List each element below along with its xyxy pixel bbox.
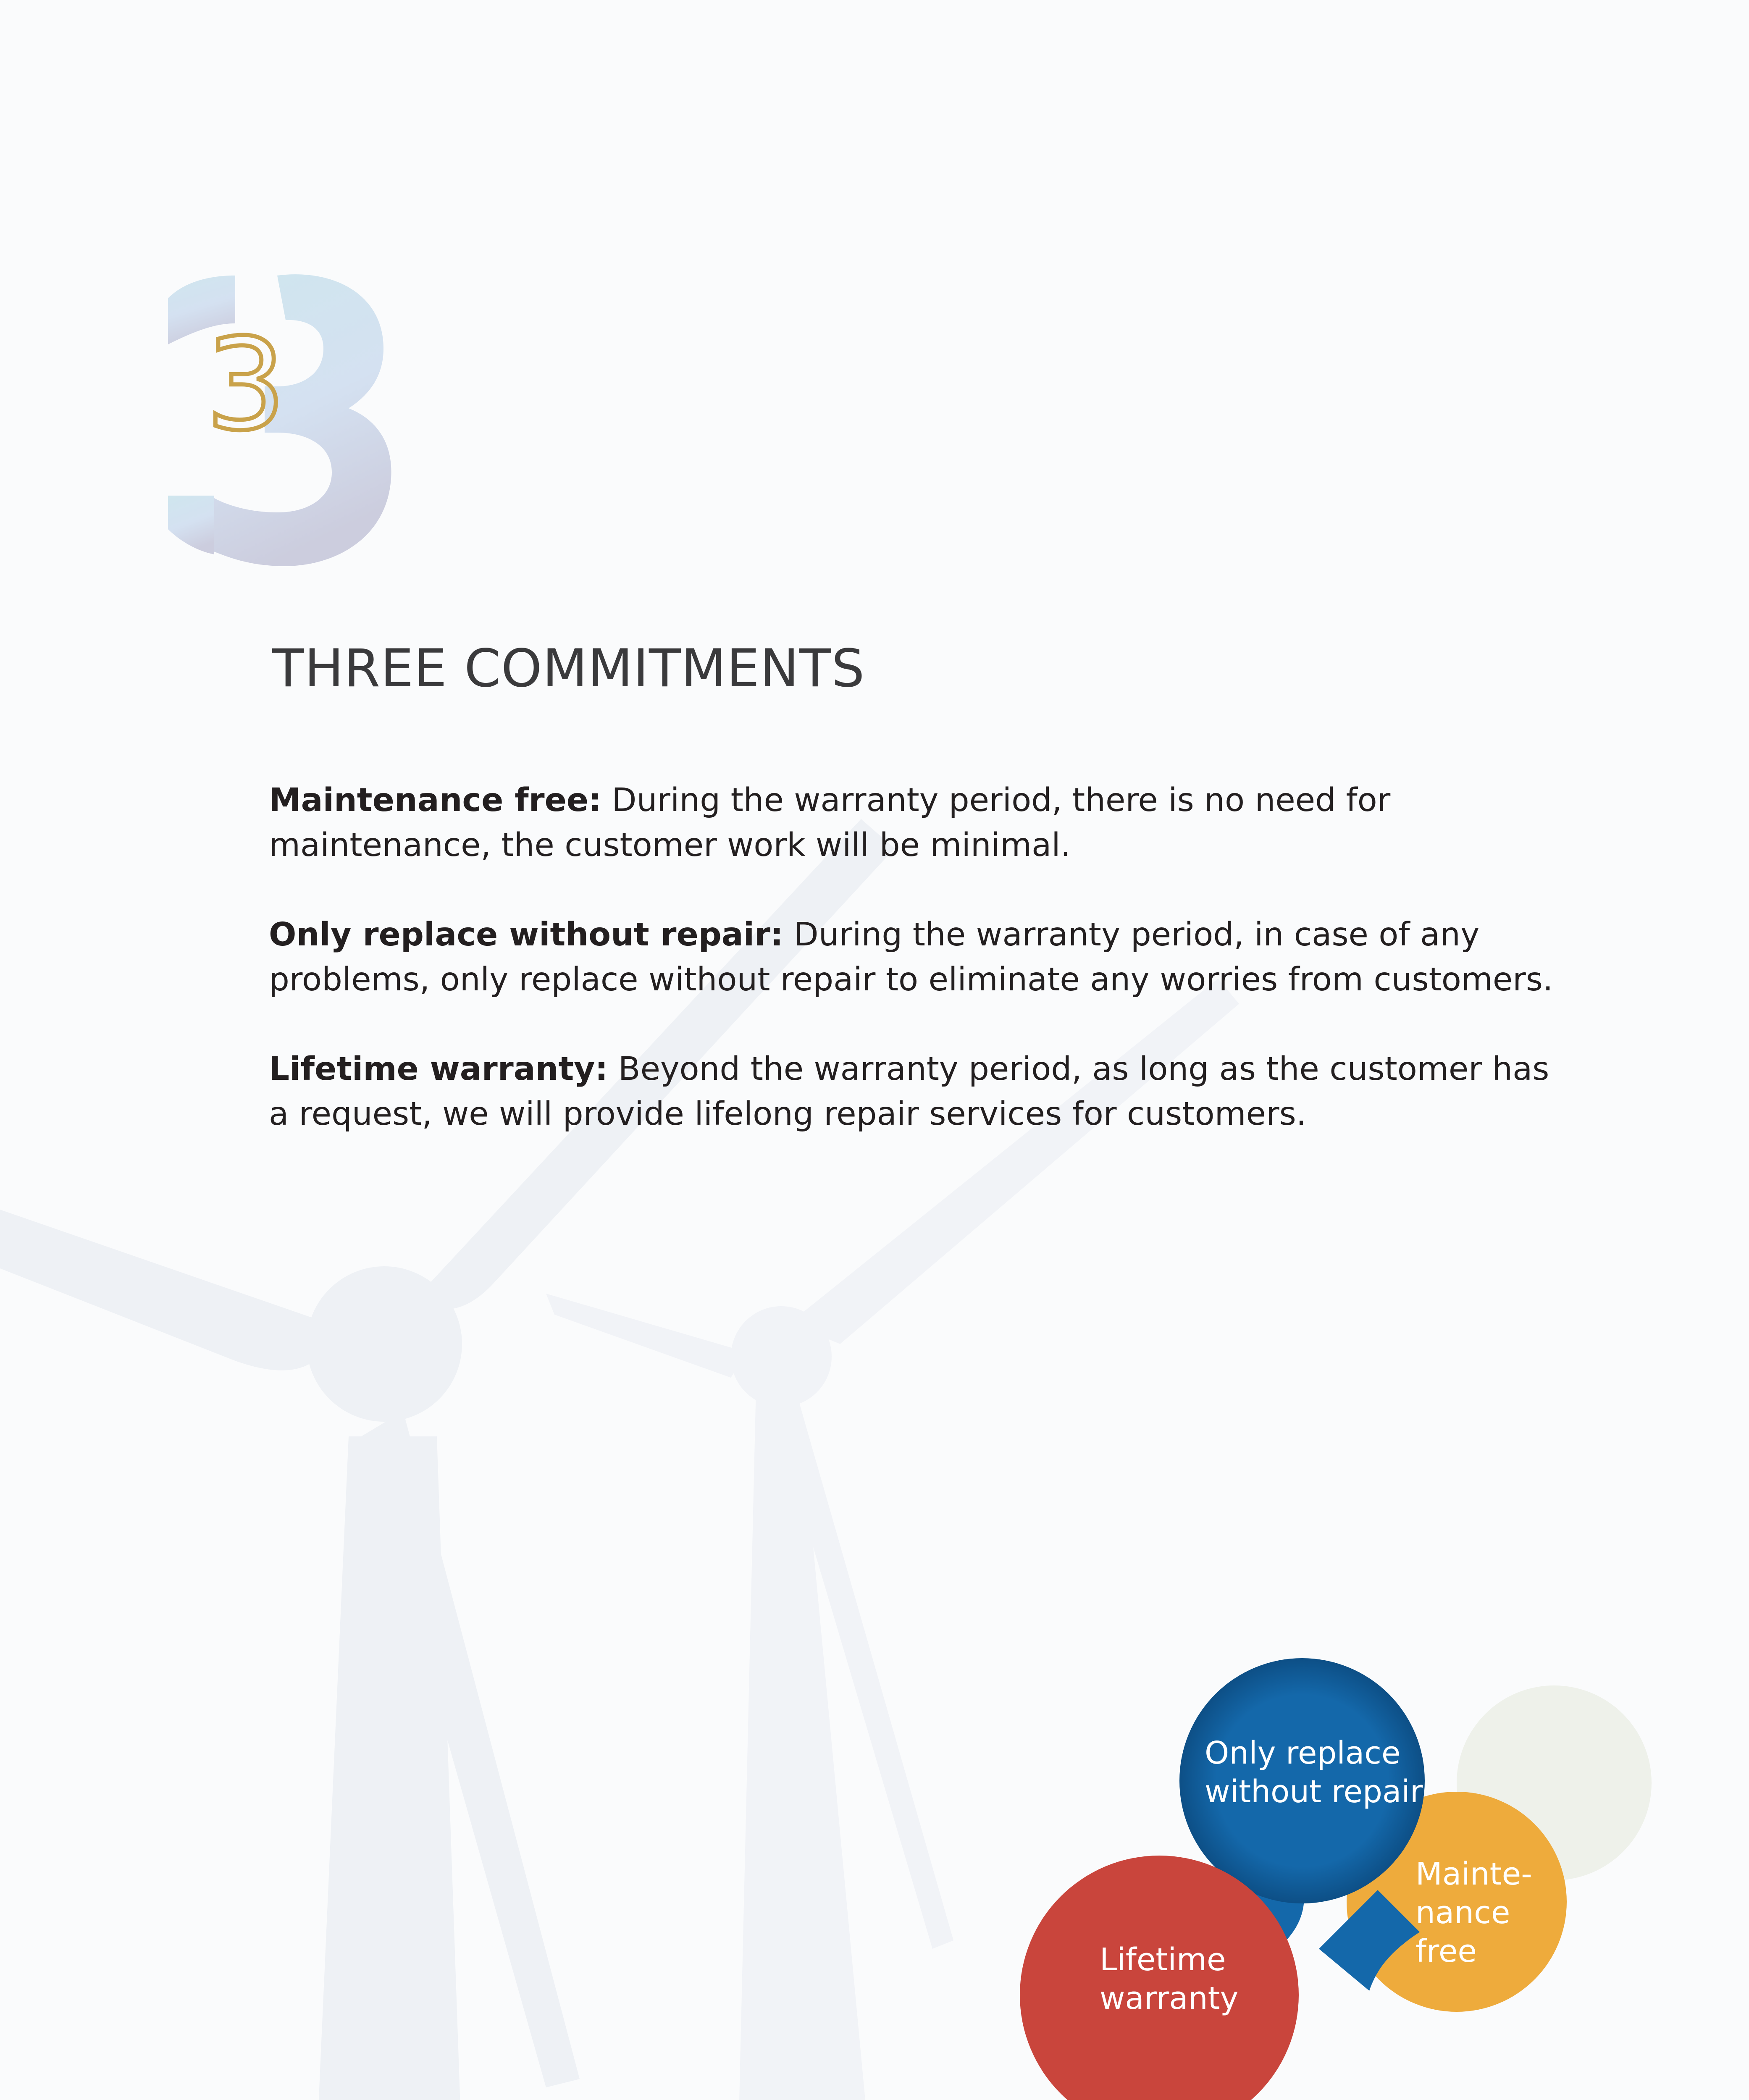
commitment-term: Lifetime warranty: xyxy=(269,1050,608,1088)
bubble-label-line: without repair xyxy=(1205,1774,1423,1810)
commitment-text: During the warranty period, in case of any problems, only replace without repair to eliminate any worries from customers. xyxy=(269,916,1553,998)
bubble-label-line: free xyxy=(1415,1933,1477,1969)
commitment-text: During the warranty period, there is no need for maintenance, the customer work will be minimal. xyxy=(269,782,1391,864)
commitment-replace-without-repair xyxy=(269,912,1571,1002)
commitment-term: Maintenance free: xyxy=(269,782,601,819)
commitment-text: Beyond the warranty period, as long as the customer has a request, we will provide lifelong repair services for customers. xyxy=(269,1050,1549,1133)
page-title: THREE COMMITMENTS xyxy=(272,638,865,699)
gold-three-glyph: 3 xyxy=(206,312,286,458)
bubble-label-line: Only replace xyxy=(1205,1735,1401,1771)
bubble-label-maintenance-free xyxy=(1415,1855,1532,1971)
bubble-label-line: Mainte- xyxy=(1415,1856,1532,1892)
bubble-label-line: warranty xyxy=(1100,1980,1239,2016)
commitments-bubble-diagram xyxy=(1000,1655,1672,2100)
commitment-maintenance-free xyxy=(269,778,1571,868)
bubble-label-line: nance xyxy=(1415,1895,1510,1931)
commitments-list xyxy=(269,778,1571,1181)
number-three-badge-icon xyxy=(151,260,412,580)
bubble-label-lifetime-warranty xyxy=(1100,1940,1238,2018)
commitment-lifetime-warranty xyxy=(269,1047,1571,1137)
bubble-label-line: Lifetime xyxy=(1100,1942,1226,1978)
bubble-shapes xyxy=(1000,1655,1672,2100)
commitment-term: Only replace without repair: xyxy=(269,916,783,953)
bubble-label-replace-without-repair xyxy=(1205,1734,1423,1811)
